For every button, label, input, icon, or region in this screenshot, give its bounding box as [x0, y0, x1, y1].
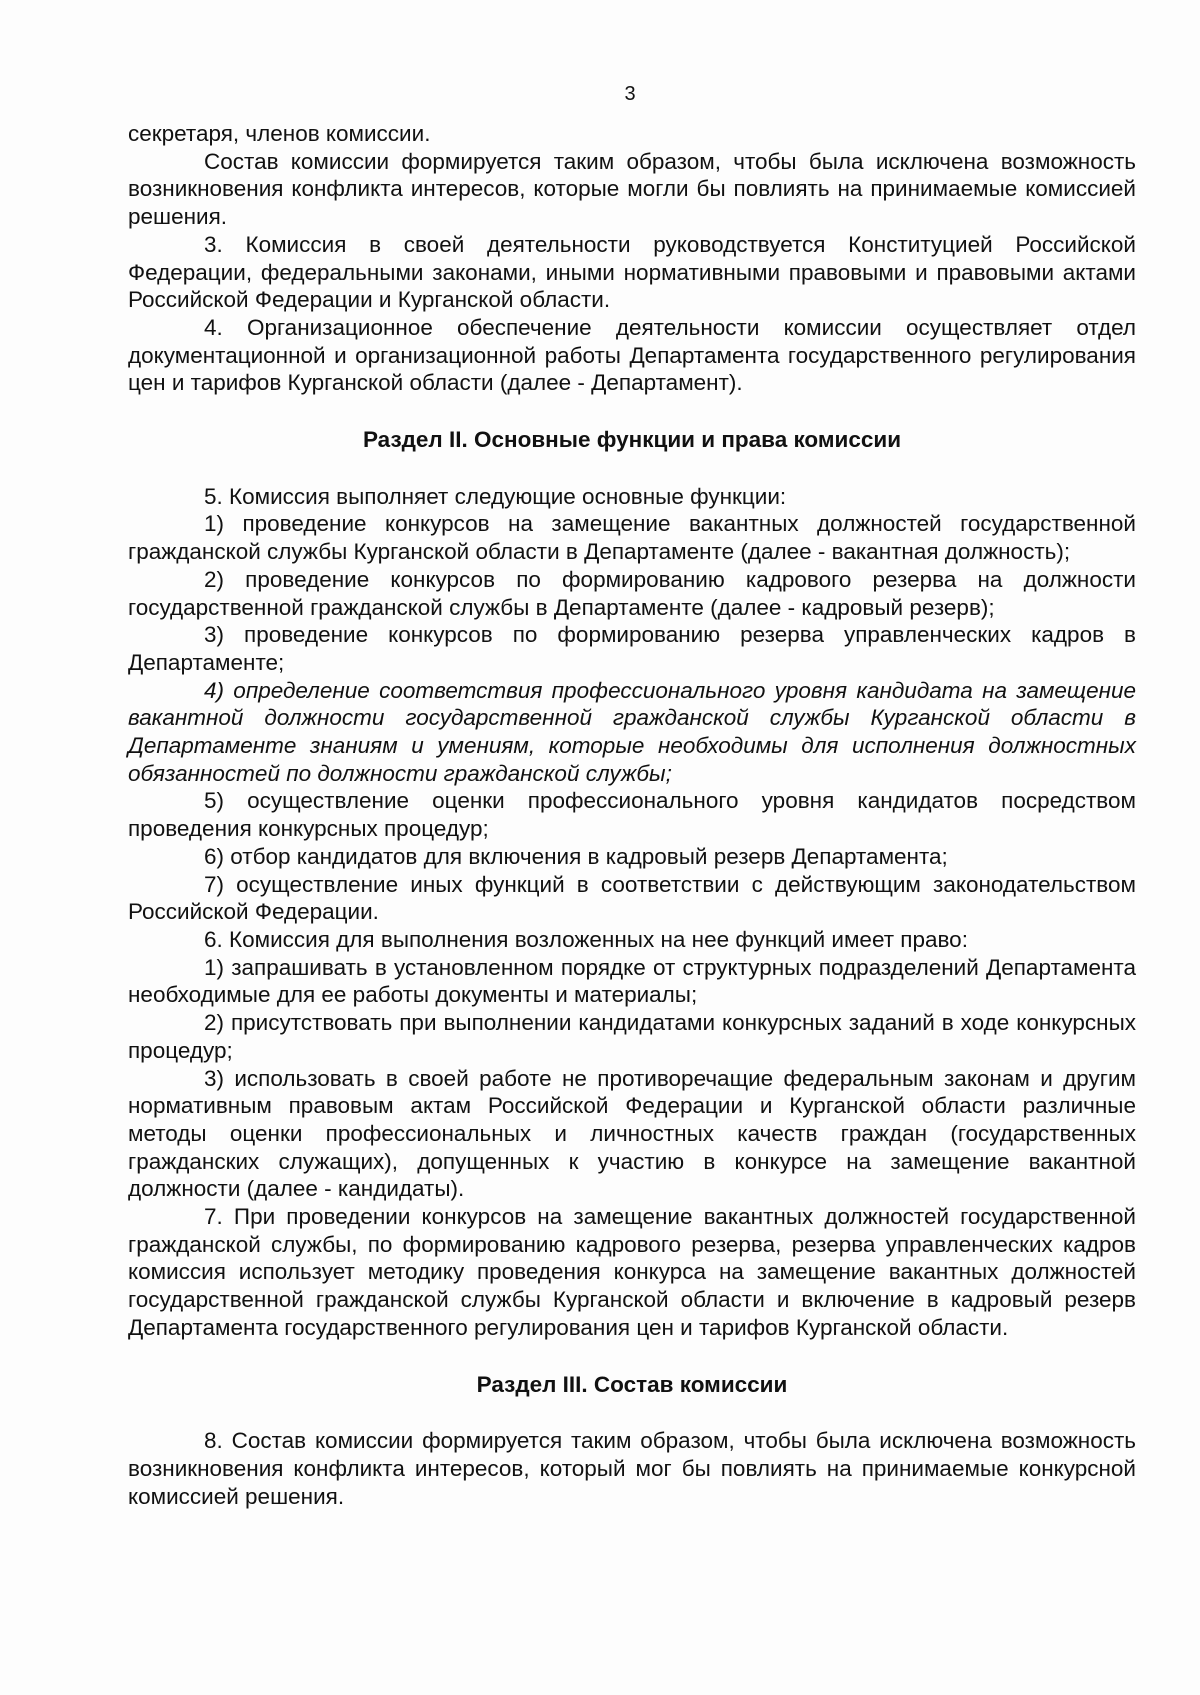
function-item-6: 6) отбор кандидатов для включения в кадровый резерв Департамента; — [204, 843, 948, 869]
paragraph-4: 4. Организационное обеспечение деятельности комиссии осуществляет отдел документационной и организационной работы Департамента государственного регулирования цен и тарифов Курганской области (далее - Департамент). — [128, 314, 1136, 396]
function-item-7: 7) осуществление иных функций в соответствии с действующим законодательством Российской Федерации. — [128, 871, 1136, 925]
paragraph-commission-composition: Состав комиссии формируется таким образом, чтобы была исключена возможность возникновения конфликта интересов, которые могли бы повлиять на принимаемые комиссией решения. — [128, 148, 1136, 230]
right-item-3: 3) использовать в своей работе не противоречащие федеральным законам и другим нормативным правовым актам Российской Федерации и Курганской области различные методы оценки профессиональных и личностных качеств граждан (государственных гражданских служащих), допущенных к участию в конкурсе на замещение вакантной должности (далее - кандидаты). — [128, 1065, 1136, 1202]
function-item-2: 2) проведение конкурсов по формированию кадрового резерва на должности государственной гражданской службы в Департаменте (далее - кадровый резерв); — [128, 566, 1136, 620]
paragraph-6: 6. Комиссия для выполнения возложенных на нее функций имеет право: — [204, 926, 968, 952]
right-item-1: 1) запрашивать в установленном порядке от структурных подразделений Департамента необходимые для ее работы документы и материалы; — [128, 954, 1136, 1008]
section-3-heading: Раздел III. Состав комиссии — [476, 1371, 788, 1397]
function-item-5: 5) осуществление оценки профессионального уровня кандидатов посредством проведения конкурсных процедур; — [128, 788, 1136, 842]
function-item-1: 1) проведение конкурсов на замещение вакантных должностей государственной гражданской службы Курганской области в Департаменте (далее - вакантная должность); — [128, 511, 1136, 565]
right-item-2: 2) присутствовать при выполнении кандидатами конкурсных заданий в ходе конкурсных процедур; — [128, 1010, 1136, 1063]
paragraph-5: 5. Комиссия выполняет следующие основные функции: — [204, 483, 787, 509]
paragraph-7: 7. При проведении конкурсов на замещение вакантных должностей государственной гражданской службы, по формированию кадрового резерва, резерва управленческих кадров комиссия использует методику проведения конкурса на замещение вакантных должностей государственной гражданской службы Курганской области и включение в кадровый резерв Департамента государственного регулирования цен и тарифов Курганской области. — [128, 1204, 1136, 1340]
paragraph-continuation: секретаря, членов комиссии. — [128, 121, 431, 146]
function-item-4: 4) определение соответствия профессионального уровня кандидата на замещение вакантной должности государственной гражданской службы Курганской области в Департаменте знаниям и умениям, которые необходимы для исполнения должностных обязанностей по должности гражданской службы; — [128, 677, 1136, 786]
section-2-heading: Раздел II. Основные функции и права комиссии — [362, 427, 902, 453]
paragraph-3: 3. Комиссия в своей деятельности руководствуется Конституцией Российской Федерации, федеральными законами, иными нормативными правовыми и правовыми актами Российской Федерации и Курганской области. — [128, 231, 1136, 313]
page-number: 3 — [624, 83, 636, 105]
document-body — [128, 120, 1136, 1510]
paragraph-8: 8. Состав комиссии формируется таким образом, чтобы была исключена возможность возникновения конфликта интересов, который мог бы повлиять на принимаемые конкурсной комиссией решения. — [128, 1428, 1136, 1509]
function-item-3: 3) проведение конкурсов по формированию резерва управленческих кадров в Департаменте; — [128, 622, 1136, 675]
